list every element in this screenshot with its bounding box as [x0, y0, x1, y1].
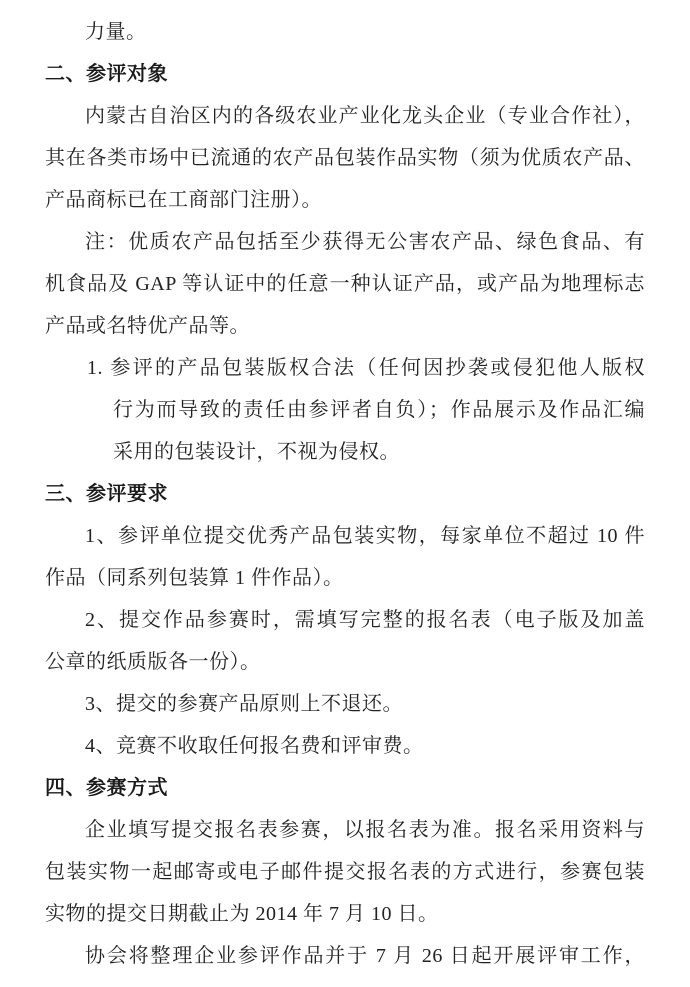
text-line: 2、提交作品参赛时，需填写完整的报名表（电子版及加盖: [85, 609, 645, 631]
text-line: 包装实物一起邮寄或电子邮件提交报名表的方式进行，参赛包装: [45, 861, 645, 883]
section-heading-three: 三、参评要求: [45, 483, 168, 505]
text-line: 其在各类市场中已流通的农产品包装作品实物（须为优质农产品、: [45, 147, 645, 169]
numbered-item-line: 行为而导致的责任由参评者自负）；作品展示及作品汇编: [113, 399, 645, 421]
text-line: 企业填写提交报名表参赛，以报名表为准。报名采用资料与: [85, 819, 645, 841]
numbered-item-line: 1. 参评的产品包装版权合法（任何因抄袭或侵犯他人版权: [87, 357, 645, 379]
text-line: 力量。: [85, 21, 147, 43]
text-line: 作品（同系列包装算 1 件作品）。: [45, 567, 344, 589]
text-line: 4、竞赛不收取任何报名费和评审费。: [85, 735, 424, 757]
section-heading-four: 四、参赛方式: [45, 777, 168, 799]
text-line: 协会将整理企业参评作品并于 7 月 26 日起开展评审工作，: [85, 945, 645, 967]
text-line: 3、提交的参赛产品原则上不退还。: [85, 693, 403, 715]
text-line: 实物的提交日期截止为 2014 年 7 月 10 日。: [45, 903, 439, 925]
text-line: 机食品及 GAP 等认证中的任意一种认证产品，或产品为地理标志: [45, 273, 645, 295]
text-line: 产品商标已在工商部门注册）。: [45, 189, 322, 211]
numbered-item-line: 采用的包装设计，不视为侵权。: [113, 441, 400, 463]
text-line: 产品或名特优产品等。: [45, 315, 250, 337]
text-line: 公章的纸质版各一份）。: [45, 651, 261, 673]
section-heading-two: 二、参评对象: [45, 63, 168, 85]
text-line: 注：优质农产品包括至少获得无公害农产品、绿色食品、有: [85, 231, 645, 253]
text-line: 内蒙古自治区内的各级农业产业化龙头企业（专业合作社），: [85, 105, 645, 127]
text-line: 1、参评单位提交优秀产品包装实物，每家单位不超过 10 件: [85, 525, 645, 547]
